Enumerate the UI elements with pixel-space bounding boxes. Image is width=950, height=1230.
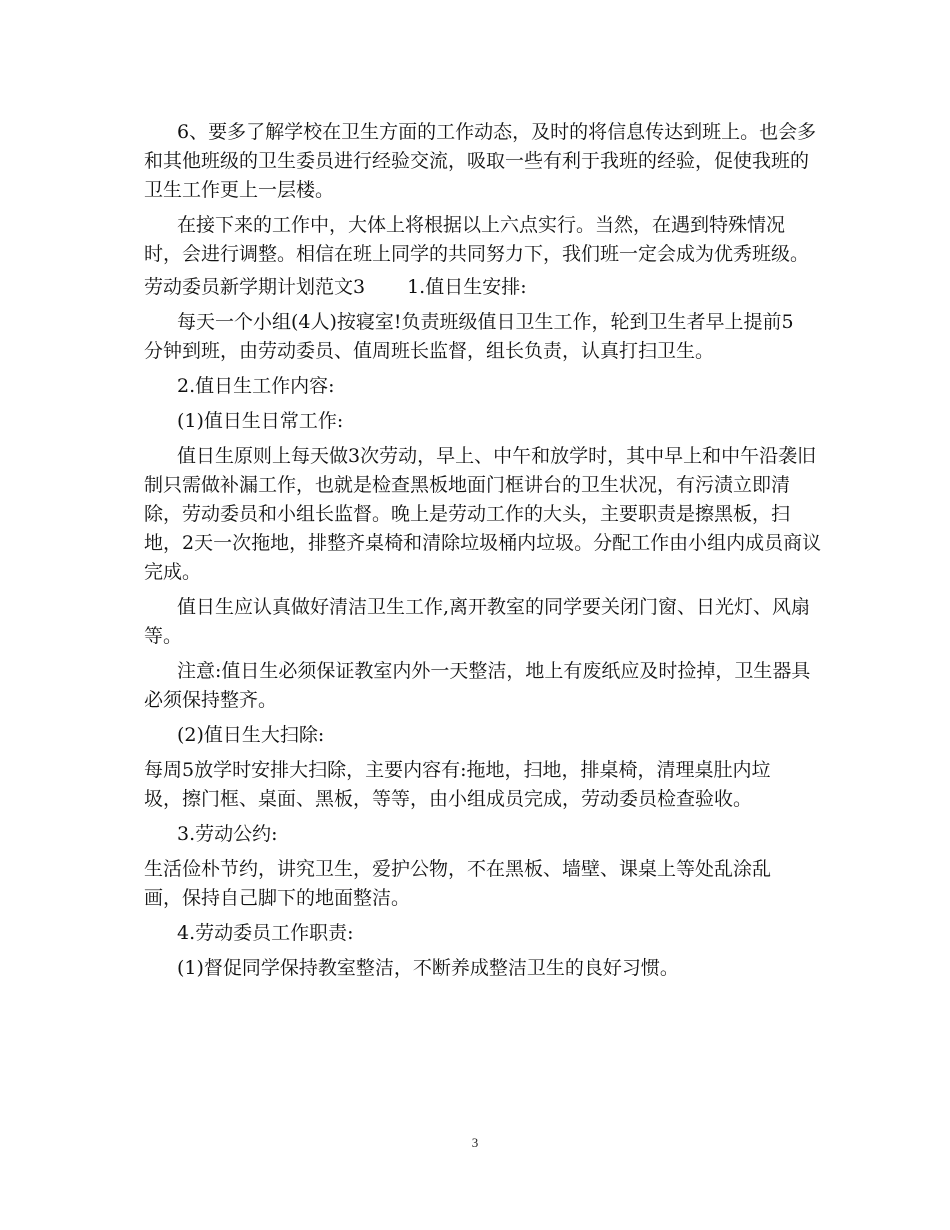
page-number: 3 (471, 1135, 479, 1150)
text-line: 地，2天一次拖地，排整齐桌椅和清除垃圾桶内垃圾。分配工作由小组内成员商议 (144, 532, 822, 554)
text-line: 圾，擦门框、桌面、黑板，等等，由小组成员完成，劳动委员检查验收。 (144, 788, 753, 810)
text-line: 在接下来的工作中，大体上将根据以上六点实行。当然，在遇到特殊情况 (177, 214, 786, 236)
text-line: 值日生原则上每天做3次劳动，早上、中午和放学时，其中早上和中午沿袭旧 (177, 445, 817, 467)
paragraph (144, 855, 814, 913)
paragraph (144, 442, 822, 587)
paragraph (144, 820, 814, 849)
document-body (144, 118, 822, 983)
paragraph (144, 211, 814, 269)
text-line: 注意:值日生必须保证教室内外一天整洁，地上有废纸应及时捡掉，卫生器具 (177, 660, 811, 682)
paragraph (144, 657, 814, 715)
text-line: (2)值日生大扫除: (177, 724, 325, 746)
text-line: 4.劳动委员工作职责: (177, 922, 354, 944)
section-title: 劳动委员新学期计划范文3 (144, 276, 366, 298)
text-line: 必须保持整齐。 (144, 689, 278, 711)
heading-line (144, 273, 814, 302)
section-item: 1.值日生安排: (407, 276, 527, 298)
text-line: 6、要多了解学校在卫生方面的工作动态，及时的将信息传达到班上。也会多 (177, 121, 817, 143)
text-line: 除，劳动委员和小组长监督。晚上是劳动工作的大头，主要职责是擦黑板，扫 (144, 503, 791, 525)
paragraph (144, 372, 814, 401)
text-line: 完成。 (144, 561, 202, 583)
text-line: 等。 (144, 625, 183, 647)
paragraph (144, 593, 814, 651)
text-line: (1)督促同学保持教室整洁，不断养成整洁卫生的良好习惯。 (177, 957, 679, 979)
text-line: 时，会进行调整。相信在班上同学的共同努力下，我们班一定会成为优秀班级。 (144, 243, 810, 265)
paragraph (144, 118, 817, 205)
text-line: (1)值日生日常工作: (177, 410, 344, 432)
text-line: 画，保持自己脚下的地面整洁。 (144, 887, 411, 909)
text-line: 每周5放学时安排大扫除，主要内容有:拖地，扫地，排桌椅，清理桌肚内垃 (144, 759, 771, 781)
text-line: 和其他班级的卫生委员进行经验交流，吸取一些有利于我班的经验，促使我班的 (144, 150, 810, 172)
paragraph (144, 954, 814, 983)
text-line: 分钟到班，由劳动委员、值周班长监督，组长负责，认真打扫卫生。 (144, 340, 715, 362)
paragraph (144, 407, 814, 436)
text-line: 2.值日生工作内容: (177, 375, 335, 397)
paragraph (144, 919, 814, 948)
paragraph (144, 308, 814, 366)
text-line: 卫生工作更上一层楼。 (144, 179, 335, 201)
section-heading (144, 273, 814, 302)
text-line: 生活俭朴节约，讲究卫生，爱护公物，不在黑板、墙壁、课桌上等处乱涂乱 (144, 858, 772, 880)
paragraph (144, 721, 814, 750)
paragraph (144, 756, 814, 814)
text-line: 每天一个小组(4人)按寝室!负责班级值日卫生工作，轮到卫生者早上提前5 (177, 311, 794, 333)
text-line: 值日生应认真做好清洁卫生工作,离开教室的同学要关闭门窗、日光灯、风扇 (177, 596, 811, 618)
text-line: 制只需做补漏工作，也就是检查黑板地面门框讲台的卫生状况，有污渍立即清 (144, 474, 791, 496)
text-line: 3.劳动公约: (177, 823, 278, 845)
